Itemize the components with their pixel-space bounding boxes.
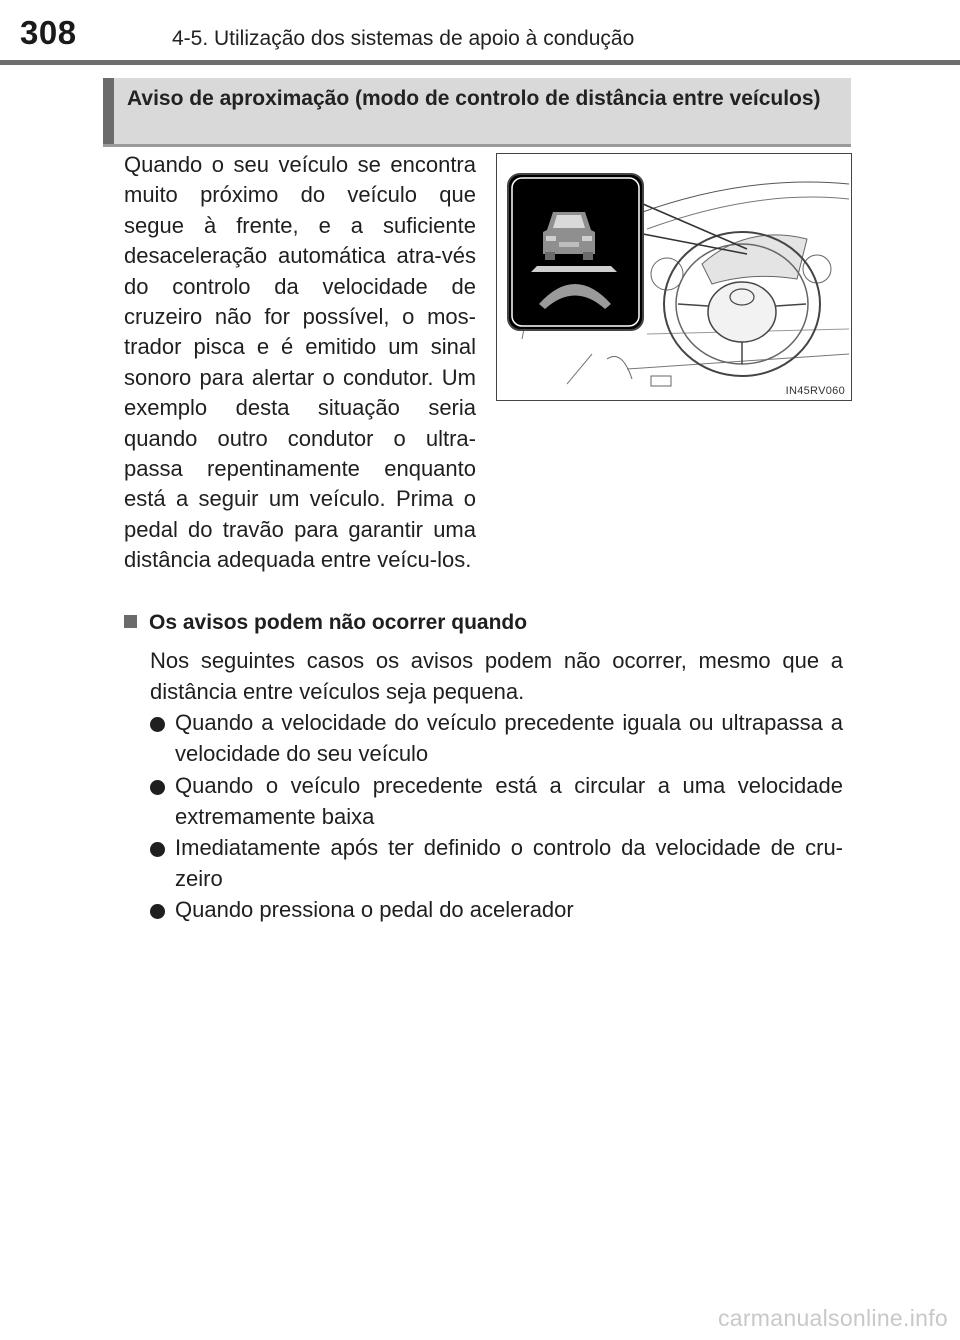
section-heading: Aviso de aproximação (modo de controlo de distância entre veículos) [127, 87, 821, 110]
header-divider [0, 60, 960, 65]
subsection-paragraph: Nos seguintes casos os avisos podem não ocorrer, mesmo que a distância entre veículos seja pequena. [150, 648, 843, 704]
list-item-text: Quando pressiona o pedal do acelerador [175, 897, 574, 922]
page-number: 308 [20, 14, 77, 51]
bullet-dot-icon [150, 780, 165, 795]
intro-paragraph: Quando o seu veículo se encontra muito próximo do veículo que segue à frente, e a suficiente desaceleração automática atra-vés do controlo da velocidade de cruzeiro não for possível, o mos-trador pisca e é emitido um sinal sonoro para alertar o condutor. Um exemplo desta situação seria quando outro condutor o ultra-passa repentinamente enquanto está a seguir um veículo. Prima o pedal do travão para garantir uma distância adequada entre veícu-los. [124, 152, 476, 573]
list-item [150, 833, 843, 894]
bullet-dot-icon [150, 717, 165, 732]
dashboard-drawing [497, 154, 851, 400]
list-item-text: Imediatamente após ter definido o controlo da velocidade de cru-zeiro [175, 835, 843, 891]
dashboard-illustration [496, 153, 852, 401]
list-item [150, 895, 843, 926]
watermark: carmanualsonline.info [717, 1305, 948, 1331]
subsection-heading-text: Os avisos podem não ocorrer quando [149, 611, 528, 634]
list-item [150, 771, 843, 832]
list-item-text: Quando a velocidade do veículo precedente iguala ou ultrapassa a velocidade do seu veículo [175, 710, 843, 766]
bullet-dot-icon [150, 904, 165, 919]
list-item [150, 708, 843, 769]
section-heading-box [103, 78, 851, 147]
square-bullet-icon [124, 615, 137, 628]
subsection-heading [124, 611, 527, 635]
bullet-dot-icon [150, 842, 165, 857]
chapter-heading: 4-5. Utilização dos sistemas de apoio à condução [172, 27, 635, 50]
section-heading-accent-bar [103, 78, 114, 144]
figure-code: IN45RV060 [785, 385, 845, 397]
list-item-text: Quando o veículo precedente está a circular a uma velocidade extremamente baixa [175, 773, 843, 829]
